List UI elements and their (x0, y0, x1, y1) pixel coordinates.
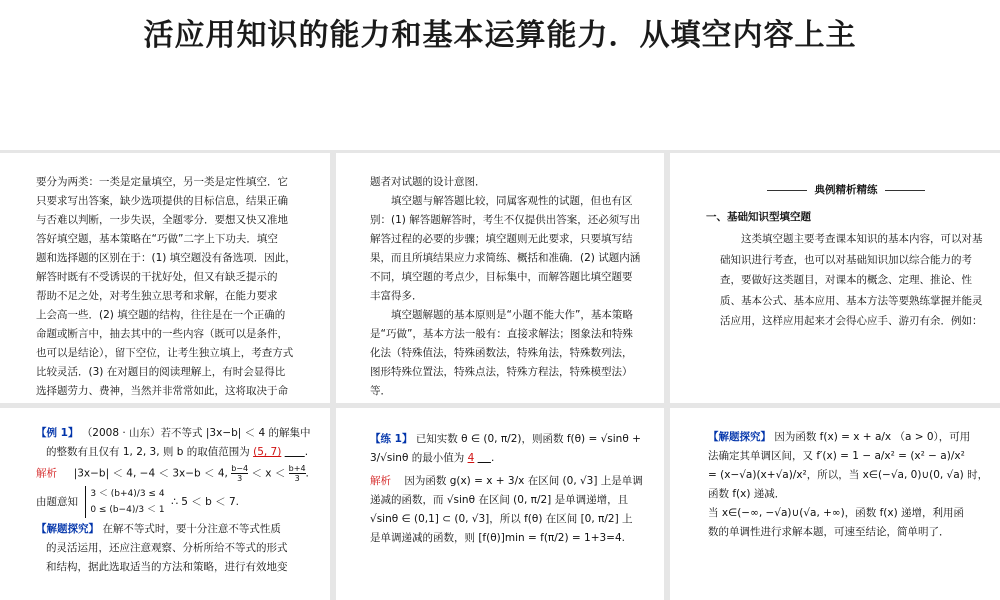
answer-text: (5, 7) (253, 446, 282, 458)
solution-step: 是单调递减的函数，则 [f(θ)]min = f(π/2) = 1+3=4. (370, 532, 625, 544)
text-line: = (x−√a)(x+√a)/x²，所以，当 x∈(−√a, 0)∪(0, √a) 时， (708, 469, 989, 481)
header-rule-left (767, 190, 807, 191)
text-line: 也可以是结论），留下空位，让考生独立填上，考查方式 (36, 347, 294, 359)
fraction: $\frac{b-4}{3}$ (231, 464, 249, 483)
example-tag: 【例 1】 (36, 427, 79, 439)
inequality-system: 3 ＜ (b+4)/3 ≤ 4 0 ≤ (b−4)/3 ＜ 1 (85, 486, 164, 518)
header-rule-right (885, 190, 925, 191)
text-line: 命题或断言中，抽去其中的一些内容（既可以是条件， (36, 328, 288, 340)
text-line: 比较灵活．(3) 在对题目的阅读理解上，有时会显得比 (36, 366, 286, 378)
slide-panel-2[interactable] (336, 153, 664, 403)
solution-step: 由题意知 (36, 495, 78, 508)
text-line: 上会高一些．(2) 填空题的结构，往往是在一个正确的 (36, 309, 286, 321)
text-line: 只要求写出答案，缺少选项提供的目标信息，结果正确 (36, 195, 288, 207)
question-text: 的整数有且仅有 1, 2, 3, 则 b 的取值范围为 (46, 446, 250, 458)
slide-panel-6[interactable] (670, 408, 1000, 600)
text-line: 解答时既有不受诱误的干扰好处，但又有缺乏提示的 (36, 271, 278, 283)
text-line: 当 x∈(−∞, −√a)∪(√a, +∞)，函数 f(x) 递增，利用函 (708, 507, 965, 519)
text-line: 要分为两类：一类是定量填空，另一类是定性填空．它 (36, 176, 288, 188)
explore-tag: 【解题探究】 (708, 431, 771, 443)
section-title: 一、基础知识型填空题 (706, 211, 811, 223)
solution-step: 递减的函数，而 √sinθ 在区间 (0, π/2] 是单调递增，且 (370, 494, 629, 506)
text-line: 函数 f(x) 递减． (708, 488, 786, 500)
solution-step: ∴ 5 ＜ b ＜ 7. (171, 495, 239, 508)
text-line: 法确定其单调区间，又 f′(x) = 1 − a/x² = (x² − a)/x² (708, 450, 965, 462)
header-label: 典例精析精练 (814, 184, 878, 196)
question-text: 3/√sinθ 的最小值为 (370, 452, 465, 464)
section-header (706, 181, 986, 200)
text-line: 在解不等式时，要十分注意不等式性质 (102, 522, 281, 535)
paragraph: 填空题与解答题比较，同属客观性的试题，但也有区别：(1) 解答题解答时，考生不仅提供出答案，还必须写出解答过程的必要的步骤；填空题则无此要求，只要填写结果，而且所填结果应力求简练、概括和准确．(2) 试题内涵不同，填空题的考点少，目标集中，而解答题比填空题要丰富得多． (370, 195, 641, 302)
text-line: 题和选择题的区别在于：(1) 填空题没有备选项．因此， (36, 252, 296, 264)
solution-step: ＜ x ＜ (251, 467, 286, 480)
solution-step: 因为函数 g(x) = x + 3/x 在区间 (0, √3] 上是单调 (404, 475, 643, 487)
question-text: 已知实数 θ ∈ (0, π/2)，则函数 f(θ) = √sinθ + (415, 433, 641, 445)
analysis-label: 解析 (36, 467, 57, 480)
slide-panel-3[interactable] (670, 153, 1000, 403)
text-line: 的灵活运用，还应注意观察、分析所给不等式的形式 (46, 541, 288, 554)
practice-tag: 【练 1】 (370, 433, 413, 445)
question-text: （2008 · 山东）若不等式 |3x−b| ＜ 4 的解集中 (81, 427, 311, 439)
text-line: 题者对试题的设计意图． (370, 176, 486, 188)
solution-step: |3x−b| ＜ 4, −4 ＜ 3x−b ＜ 4, (73, 467, 228, 480)
paragraph: 这类填空题主要考查课本知识的基本内容，可以对基础知识进行考查，也可以对基础知识加以综合能力的考查，要做好这类题目，对课本的概念、定理、推论、性质、基本公式、基本应用、基本方法等要熟练掌握并能灵活应用，这样应用起来才会得心应手、游刃有余．例如： (720, 233, 983, 327)
slide-title: 活应用知识的能力和基本运算能力．从填空内容上主 (143, 18, 857, 53)
explore-tag: 【解题探究】 (36, 522, 99, 535)
text-line: 因为函数 f(x) = x + a/x （a > 0），可用 (774, 431, 971, 443)
text-line: 选择题劳力、费神，当然并非常常如此，这将取决于命 (36, 385, 288, 397)
text-line: 和结构，据此选取适当的方法和策略，进行有效地变 (46, 560, 288, 573)
slide-panel-5[interactable]: 【练 1】 已知实数 θ ∈ (0, π/2)，则函数 f(θ) = √sinθ + 3/√sinθ 的最小值为 4 . 解析 因为函数 g(x) = x + 3/x 在区间 (0, √3] 上是单调 递减的函数，而 √sinθ 在区间 (0, π/2] 是单调递增，且 √sinθ ∈ (0,1] ⊂ (0, √3]，所以 f(θ) 在区间 [0, π/2] 上 是单调递减的函数，则 [f(θ)]min = f(π/2) = 1+3=4. (336, 408, 664, 600)
answer-text: 4 (467, 452, 475, 464)
solution-step: √sinθ ∈ (0,1] ⊂ (0, √3]，所以 f(θ) 在区间 [0, π/2] 上 (370, 513, 633, 525)
paragraph: 填空题解题的基本原则是“小题不能大作”，基本策略是“巧做”，基本方法一般有：直接求解法；图象法和特殊化法（特殊值法，特殊函数法，特殊角法，特殊数列法，图形特殊位置法，特殊点法，特殊方程法，特殊模型法）等． (370, 309, 633, 397)
analysis-label: 解析 (370, 475, 391, 487)
text-line: 答好填空题，基本策略在“巧做”二字上下功夫．填空 (36, 233, 278, 245)
text-line: 数的单调性进行求解本题，可速至结论，简单明了． (708, 526, 950, 538)
slide-panel-4[interactable]: 【例 1】 （2008 · 山东）若不等式 |3x−b| ＜ 4 的解集中 的整数有且仅有 1, 2, 3, 则 b 的取值范围为 (5, 7) . 解析 |3x−b| ＜ 4, −4 ＜ 3x−b ＜ 4, $\frac{b-4}{3}$ ＜ x ＜ $\frac{b+4}{3}$ . 由题意知 3 ＜ (b+4)/3 ≤ 4 0 ≤ (b−4)/3 ＜ 1 ∴ 5 ＜ b ＜ 7. 【解题探究】 在解不等式时，要十分注意不等式性质 的灵活运用，还应注意观察、分析所给不等式的形式 和结构，据此选取适当的方法和策略，进行有效地变 (0, 408, 330, 600)
slide-panel-1[interactable] (0, 153, 330, 403)
text-line: 帮助不足之处，对考生独立思考和求解，在能力要求 (36, 290, 278, 302)
fraction: $\frac{b+4}{3}$ (288, 464, 306, 483)
text-line: 与否难以判断，一步失误，全题零分．要想又快又准地 (36, 214, 288, 226)
thumbnail-grid (0, 150, 1000, 600)
